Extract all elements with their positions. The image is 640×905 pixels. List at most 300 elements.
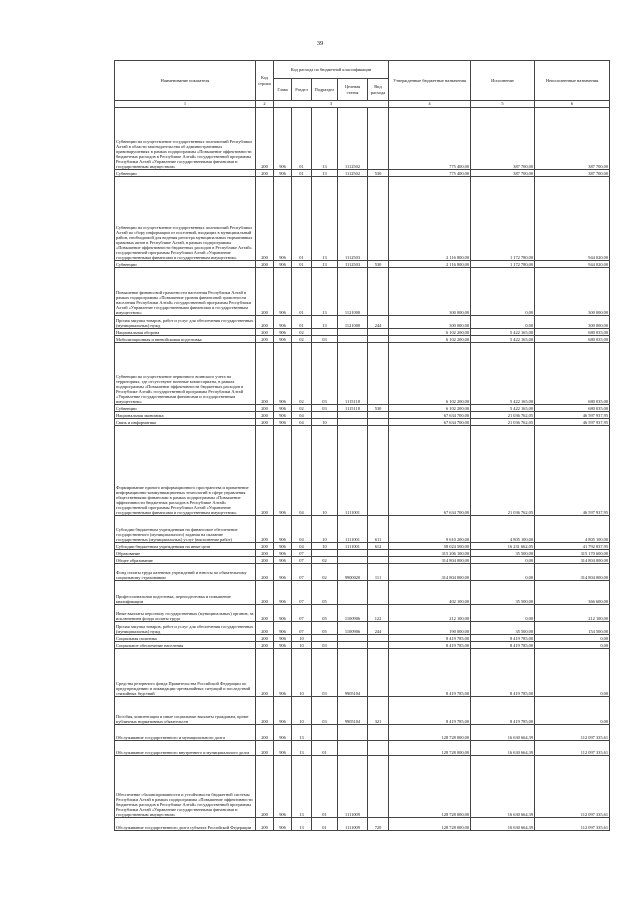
row-glava: 906 — [274, 261, 292, 268]
row-approved: 67 634 700,00 — [389, 412, 471, 419]
row-podrazdel — [312, 725, 338, 741]
row-unexecuted: 46 597 937,95 — [535, 419, 610, 426]
row-unexecuted: 387 700,00 — [535, 108, 610, 170]
row-name: Субсидии бюджетным учреждениям на финансовое обеспечение государственного (муниципального) задания на оказание государственных (муниципальных) услуг (выполнение работ) — [115, 516, 256, 543]
row-glava: 906 — [274, 268, 292, 316]
row-glava: 906 — [274, 697, 292, 725]
row-approved: 128 728 000,00 — [389, 725, 471, 741]
table-row — [115, 329, 610, 336]
row-code: 200 — [256, 261, 274, 268]
row-vid: 720 — [368, 818, 389, 831]
table-row — [115, 426, 610, 516]
row-approved: 8 419 785,00 — [389, 642, 471, 649]
row-podrazdel: 13 — [312, 170, 338, 177]
table-row — [115, 697, 610, 725]
row-name: Прочая закупка товаров, работ и услуг для обеспечения государственных (муниципальных) нужд — [115, 622, 256, 635]
row-unexecuted: 0,00 — [535, 697, 610, 725]
row-unexecuted: 944 020,00 — [535, 261, 610, 268]
row-executed: 16 630 664,39 — [471, 756, 535, 818]
row-glava: 906 — [274, 649, 292, 697]
row-name: Повышение финансовой грамотности населения Республики Алтай в рамках подпрограммы «Повышение уровня финансовой грамотности населения Республики Алтай» государственной программы Республики Алтай «Управление государственными финансами и государственным имуществом» — [115, 268, 256, 316]
row-razdel: 01 — [292, 177, 312, 261]
table-row — [115, 405, 610, 412]
column-number: 2 — [256, 101, 274, 108]
row-executed: 4 805 100,00 — [471, 516, 535, 543]
table-row — [115, 550, 610, 557]
column-number: 3 — [274, 101, 389, 108]
header-code: Код строки — [256, 61, 274, 101]
header-row-1 — [115, 61, 610, 79]
row-executed: 35 500,00 — [471, 550, 535, 557]
row-target — [338, 412, 368, 419]
row-target: 1100906 — [338, 622, 368, 635]
row-target — [338, 550, 368, 557]
row-code: 200 — [256, 642, 274, 649]
table-row — [115, 642, 610, 649]
row-executed: 1 172 780,00 — [471, 261, 535, 268]
row-glava: 906 — [274, 170, 292, 177]
row-executed: 8 419 785,00 — [471, 642, 535, 649]
row-podrazdel: 02 — [312, 557, 338, 564]
row-razdel: 07 — [292, 550, 312, 557]
row-target: 9905104 — [338, 649, 368, 697]
row-razdel: 01 — [292, 261, 312, 268]
row-podrazdel: 13 — [312, 108, 338, 170]
row-name: Субвенции — [115, 261, 256, 268]
row-podrazdel: 13 — [312, 261, 338, 268]
row-razdel: 10 — [292, 642, 312, 649]
row-razdel: 01 — [292, 170, 312, 177]
row-razdel: 13 — [292, 818, 312, 831]
row-approved: 190 000,00 — [389, 622, 471, 635]
row-approved: 315 206 100,00 — [389, 550, 471, 557]
row-code: 200 — [256, 697, 274, 725]
row-approved: 8 419 785,00 — [389, 697, 471, 725]
row-glava: 906 — [274, 818, 292, 831]
row-name: Мобилизационная и вневойсковая подготовка — [115, 336, 256, 343]
row-glava: 906 — [274, 581, 292, 605]
expenditure-report-table — [114, 60, 610, 831]
row-podrazdel — [312, 635, 338, 642]
row-razdel: 01 — [292, 268, 312, 316]
row-glava: 906 — [274, 557, 292, 564]
row-target — [338, 329, 368, 336]
row-podrazdel: 13 — [312, 177, 338, 261]
row-name: Субвенции — [115, 170, 256, 177]
row-podrazdel: 01 — [312, 818, 338, 831]
row-code: 200 — [256, 649, 274, 697]
row-unexecuted: 680 035,00 — [535, 405, 610, 412]
row-vid — [368, 336, 389, 343]
row-name: Субвенции на осуществление государственных полномочий Республики Алтай в области законодательства об административных правонарушениях в рамках подпрограммы «Повышение эффективности бюджетных расходов в Республике Алтай» государственной программы Республики Алтай «Управление государственными финансами и государственным имуществом» — [115, 108, 256, 170]
row-code: 200 — [256, 581, 274, 605]
row-target — [338, 642, 368, 649]
header-name: Наименование показателя — [115, 61, 256, 101]
row-approved: 8 419 785,00 — [389, 635, 471, 642]
row-name: Национальная экономика — [115, 412, 256, 419]
row-code: 200 — [256, 557, 274, 564]
row-unexecuted: 112 097 335,61 — [535, 725, 610, 741]
row-unexecuted: 41 792 837,95 — [535, 543, 610, 550]
row-glava: 906 — [274, 426, 292, 516]
row-code: 200 — [256, 108, 274, 170]
column-number: 5 — [471, 101, 535, 108]
row-target: 1112503 — [338, 177, 368, 261]
row-vid — [368, 412, 389, 419]
row-podrazdel: 10 — [312, 419, 338, 426]
row-executed: 5 422 165,00 — [471, 336, 535, 343]
row-vid — [368, 177, 389, 261]
row-razdel: 04 — [292, 516, 312, 543]
row-vid — [368, 642, 389, 649]
row-approved: 2 116 800,00 — [389, 177, 471, 261]
table-row — [115, 336, 610, 343]
row-glava: 906 — [274, 516, 292, 543]
row-podrazdel: 01 — [312, 741, 338, 756]
row-glava: 906 — [274, 741, 292, 756]
row-unexecuted: 680 035,00 — [535, 336, 610, 343]
row-razdel: 13 — [292, 725, 312, 741]
column-number: 4 — [389, 101, 471, 108]
row-razdel: 01 — [292, 316, 312, 329]
row-name: Профессиональная подготовка, переподготовка и повышение квалификации — [115, 581, 256, 605]
row-target: 9905104 — [338, 697, 368, 725]
row-glava: 906 — [274, 419, 292, 426]
row-code: 200 — [256, 725, 274, 741]
row-executed: 16 231 662,05 — [471, 543, 535, 550]
row-code: 200 — [256, 405, 274, 412]
row-glava: 906 — [274, 177, 292, 261]
row-podrazdel — [312, 550, 338, 557]
row-name: Средства резервного фонда Правительства Российской Федерации по предупреждению и ликвидации чрезвычайных ситуаций и последствий стихийных бедствий — [115, 649, 256, 697]
row-glava: 906 — [274, 622, 292, 635]
row-executed: 8 419 785,00 — [471, 635, 535, 642]
row-razdel: 02 — [292, 405, 312, 412]
header-glava: Глава — [274, 79, 292, 101]
table-row — [115, 756, 610, 818]
row-razdel: 04 — [292, 543, 312, 550]
row-approved: 6 102 200,00 — [389, 336, 471, 343]
row-razdel: 04 — [292, 426, 312, 516]
row-vid — [368, 419, 389, 426]
row-glava: 906 — [274, 635, 292, 642]
row-podrazdel: 05 — [312, 581, 338, 605]
row-name: Обслуживание государственного долга субъекта Российской Федерации — [115, 818, 256, 831]
row-approved: 128 728 000,00 — [389, 818, 471, 831]
row-glava: 906 — [274, 336, 292, 343]
row-target — [338, 741, 368, 756]
table-row — [115, 605, 610, 622]
row-unexecuted: 366 600,00 — [535, 581, 610, 605]
row-code: 200 — [256, 329, 274, 336]
table-row — [115, 649, 610, 697]
row-target: 1121000 — [338, 268, 368, 316]
row-razdel: 07 — [292, 564, 312, 581]
column-number: 6 — [535, 101, 610, 108]
row-executed: 8 419 785,00 — [471, 649, 535, 697]
row-code: 200 — [256, 343, 274, 405]
row-vid: 611 — [368, 516, 389, 543]
row-approved: 58 024 500,00 — [389, 543, 471, 550]
row-podrazdel: 02 — [312, 564, 338, 581]
row-executed: 0,00 — [471, 316, 535, 329]
row-code: 200 — [256, 756, 274, 818]
row-podrazdel: 03 — [312, 343, 338, 405]
table-row — [115, 108, 610, 170]
row-executed: 387 700,00 — [471, 108, 535, 170]
header-approved: Утвержденные бюджетные назначения — [389, 61, 471, 101]
row-podrazdel — [312, 329, 338, 336]
row-target: 1111001 — [338, 543, 368, 550]
row-vid — [368, 329, 389, 336]
header-podrazdel: Подраздел — [312, 79, 338, 101]
row-executed: 0,00 — [471, 268, 535, 316]
row-executed: 21 036 762,05 — [471, 426, 535, 516]
row-unexecuted: 0,00 — [535, 649, 610, 697]
row-name: Субвенции на осуществление государственных полномочий Республики Алтай по сбору информации от поселений, входящих в муниципальный район, необходимой для ведения регистра муниципальных нормативных правовых актов в Республике Алтай, в рамках подпрограммы «Повышение эффективности бюджетных расходов в Республике Алтай» государственной программы Республики Алтай «Управление государственными финансами и государственным имуществом» — [115, 177, 256, 261]
row-vid — [368, 426, 389, 516]
table-row — [115, 419, 610, 426]
row-approved: 2 116 800,00 — [389, 261, 471, 268]
row-name: Связь и информатика — [115, 419, 256, 426]
row-approved: 6 102 200,00 — [389, 329, 471, 336]
row-glava: 906 — [274, 316, 292, 329]
table-row — [115, 412, 610, 419]
row-unexecuted: 680 035,00 — [535, 343, 610, 405]
row-podrazdel: 03 — [312, 697, 338, 725]
table-row — [115, 170, 610, 177]
row-approved: 6 102 200,00 — [389, 405, 471, 412]
row-vid: 530 — [368, 261, 389, 268]
row-glava: 906 — [274, 405, 292, 412]
row-razdel: 13 — [292, 741, 312, 756]
header-unexecuted: Неисполненные назначения — [535, 61, 610, 101]
row-approved: 314 804 000,00 — [389, 557, 471, 564]
row-vid — [368, 268, 389, 316]
row-name: Фонд оплаты труда казенных учреждений и взносы по обязательному социальному страхованию — [115, 564, 256, 581]
row-vid: 530 — [368, 405, 389, 412]
row-executed: 5 422 165,00 — [471, 405, 535, 412]
row-name: Социальная политика — [115, 635, 256, 642]
row-podrazdel: 05 — [312, 622, 338, 635]
table-row — [115, 177, 610, 261]
row-approved: 67 634 700,00 — [389, 426, 471, 516]
row-target: 1111001 — [338, 516, 368, 543]
row-razdel: 01 — [292, 108, 312, 170]
row-target: 1115118 — [338, 343, 368, 405]
row-glava: 906 — [274, 605, 292, 622]
row-unexecuted: 944 020,00 — [535, 177, 610, 261]
row-approved: 300 000,00 — [389, 268, 471, 316]
row-target — [338, 635, 368, 642]
table-row — [115, 581, 610, 605]
row-unexecuted: 112 097 335,61 — [535, 756, 610, 818]
header-target: Целевая статья — [338, 79, 368, 101]
row-podrazdel: 03 — [312, 649, 338, 697]
row-vid — [368, 649, 389, 697]
row-name: Прочая закупка товаров, работ и услуг для обеспечения государственных (муниципальных) нужд — [115, 316, 256, 329]
row-podrazdel: 10 — [312, 516, 338, 543]
row-razdel: 02 — [292, 336, 312, 343]
row-unexecuted: 112 097 335,61 — [535, 741, 610, 756]
row-name: Обеспечение сбалансированности и устойчивости бюджетной системы Республики Алтай в рамках подпрограммы «Повышение эффективности бюджетных расходов в Республике Алтай» государственной программы Республики Алтай «Управление государственными финансами и государственным имуществом» — [115, 756, 256, 818]
row-vid — [368, 557, 389, 564]
row-name: Формирование единого информационного пространства и применение информационно-коммуникационных технологий в сфере управления общественными финансами в рамках подпрограммы «Повышение эффективности бюджетных расходов в Республике Алтай» государственной программы Республики Алтай «Управление государственными финансами и государственным имуществом» — [115, 426, 256, 516]
row-podrazdel: 05 — [312, 605, 338, 622]
table-row — [115, 741, 610, 756]
row-executed: 387 700,00 — [471, 170, 535, 177]
row-code: 200 — [256, 818, 274, 831]
row-target: 1112503 — [338, 261, 368, 268]
row-approved: 212 100,00 — [389, 605, 471, 622]
table-row — [115, 725, 610, 741]
row-code: 200 — [256, 268, 274, 316]
row-razdel: 10 — [292, 649, 312, 697]
row-name: Национальная оборона — [115, 329, 256, 336]
row-unexecuted: 154 500,00 — [535, 622, 610, 635]
row-vid — [368, 725, 389, 741]
header-number-row — [115, 101, 610, 108]
row-executed: 0,00 — [471, 605, 535, 622]
row-code: 200 — [256, 426, 274, 516]
row-razdel: 13 — [292, 756, 312, 818]
row-vid — [368, 343, 389, 405]
row-target — [338, 336, 368, 343]
row-podrazdel: 03 — [312, 405, 338, 412]
row-executed: 16 630 664,39 — [471, 741, 535, 756]
row-vid: 122 — [368, 605, 389, 622]
row-razdel: 07 — [292, 622, 312, 635]
row-unexecuted: 680 035,00 — [535, 329, 610, 336]
row-target: 1100906 — [338, 605, 368, 622]
row-glava: 906 — [274, 108, 292, 170]
row-unexecuted: 300 000,00 — [535, 316, 610, 329]
row-name: Обслуживание государственного внутреннего и муниципального долга — [115, 741, 256, 756]
row-target: 1111009 — [338, 756, 368, 818]
row-podrazdel: 10 — [312, 543, 338, 550]
row-unexecuted: 315 170 600,00 — [535, 550, 610, 557]
row-razdel: 07 — [292, 605, 312, 622]
row-vid — [368, 741, 389, 756]
row-vid: 321 — [368, 697, 389, 725]
row-podrazdel — [312, 412, 338, 419]
row-code: 200 — [256, 550, 274, 557]
row-unexecuted: 387 700,00 — [535, 170, 610, 177]
header-classification: Код расхода по бюджетной классификации — [274, 61, 389, 79]
row-unexecuted: 0,00 — [535, 642, 610, 649]
table-row — [115, 818, 610, 831]
header-vid: Вид расхода — [368, 79, 389, 101]
row-code: 200 — [256, 622, 274, 635]
page-number: 39 — [316, 40, 324, 47]
row-glava: 906 — [274, 725, 292, 741]
header-executed: Исполнение — [471, 61, 535, 101]
row-razdel: 02 — [292, 329, 312, 336]
row-razdel: 10 — [292, 697, 312, 725]
row-name: Общее образование — [115, 557, 256, 564]
row-glava: 906 — [274, 343, 292, 405]
row-vid — [368, 581, 389, 605]
row-approved: 8 419 785,00 — [389, 649, 471, 697]
row-approved: 9 610 200,00 — [389, 516, 471, 543]
row-target: 9900020 — [338, 564, 368, 581]
row-executed: 21 036 762,05 — [471, 419, 535, 426]
row-executed: 1 172 780,00 — [471, 177, 535, 261]
table-row — [115, 343, 610, 405]
row-podrazdel: 13 — [312, 268, 338, 316]
row-code: 200 — [256, 635, 274, 642]
row-code: 200 — [256, 516, 274, 543]
row-glava: 906 — [274, 543, 292, 550]
row-razdel: 07 — [292, 581, 312, 605]
row-glava: 906 — [274, 642, 292, 649]
row-glava: 906 — [274, 756, 292, 818]
row-executed: 5 422 165,00 — [471, 329, 535, 336]
row-executed: 35 500,00 — [471, 622, 535, 635]
row-unexecuted: 112 097 335,61 — [535, 818, 610, 831]
row-executed: 8 419 785,00 — [471, 697, 535, 725]
row-target: 1121000 — [338, 316, 368, 329]
table-row — [115, 564, 610, 581]
row-vid: 612 — [368, 543, 389, 550]
row-code: 200 — [256, 177, 274, 261]
column-number: 1 — [115, 101, 256, 108]
row-razdel: 10 — [292, 635, 312, 642]
row-name: Социальное обеспечение населения — [115, 642, 256, 649]
table-row — [115, 557, 610, 564]
row-name: Субвенции — [115, 405, 256, 412]
row-target: 1115118 — [338, 405, 368, 412]
row-code: 200 — [256, 605, 274, 622]
row-glava: 906 — [274, 329, 292, 336]
row-target: 1111001 — [338, 426, 368, 516]
row-unexecuted: 46 597 937,95 — [535, 426, 610, 516]
row-approved: 314 804 000,00 — [389, 564, 471, 581]
row-unexecuted: 212 100,00 — [535, 605, 610, 622]
row-target — [338, 581, 368, 605]
row-executed: 21 036 762,05 — [471, 412, 535, 419]
row-name: Образование — [115, 550, 256, 557]
row-razdel: 04 — [292, 412, 312, 419]
row-target: 1112502 — [338, 170, 368, 177]
row-unexecuted: 46 597 937,95 — [535, 412, 610, 419]
row-approved: 67 634 700,00 — [389, 419, 471, 426]
row-podrazdel: 13 — [312, 316, 338, 329]
header-razdel: Раздел — [292, 79, 312, 101]
row-razdel: 02 — [292, 343, 312, 405]
row-executed: 0,00 — [471, 557, 535, 564]
row-approved: 128 728 000,00 — [389, 741, 471, 756]
row-name: Субвенции на осуществление первичного воинского учета на территориях, где отсутствуют военные комиссариаты, в рамках подпрограммы «Повышение эффективности бюджетных расходов в Республике Алтай» государственной программы Республики Алтай «Управление государственными финансами и государственным имуществом» — [115, 343, 256, 405]
row-approved: 775 400,00 — [389, 108, 471, 170]
row-name: Пособия, компенсации и иные социальные выплаты гражданам, кроме публичных нормативных обязательств — [115, 697, 256, 725]
row-executed: 16 630 664,39 — [471, 818, 535, 831]
row-name: Обслуживание государственного и муниципального долга — [115, 725, 256, 741]
table-row — [115, 261, 610, 268]
row-razdel: 07 — [292, 557, 312, 564]
row-vid — [368, 756, 389, 818]
row-code: 200 — [256, 543, 274, 550]
row-vid: 244 — [368, 622, 389, 635]
row-name: Иные выплаты персоналу государственных (муниципальных) органов, за исключением фонда оплаты труда — [115, 605, 256, 622]
row-vid: 111 — [368, 564, 389, 581]
row-unexecuted: 0,00 — [535, 635, 610, 642]
row-executed: 35 500,00 — [471, 581, 535, 605]
row-vid: 244 — [368, 316, 389, 329]
table-row — [115, 268, 610, 316]
row-code: 200 — [256, 412, 274, 419]
row-unexecuted: 300 000,00 — [535, 268, 610, 316]
